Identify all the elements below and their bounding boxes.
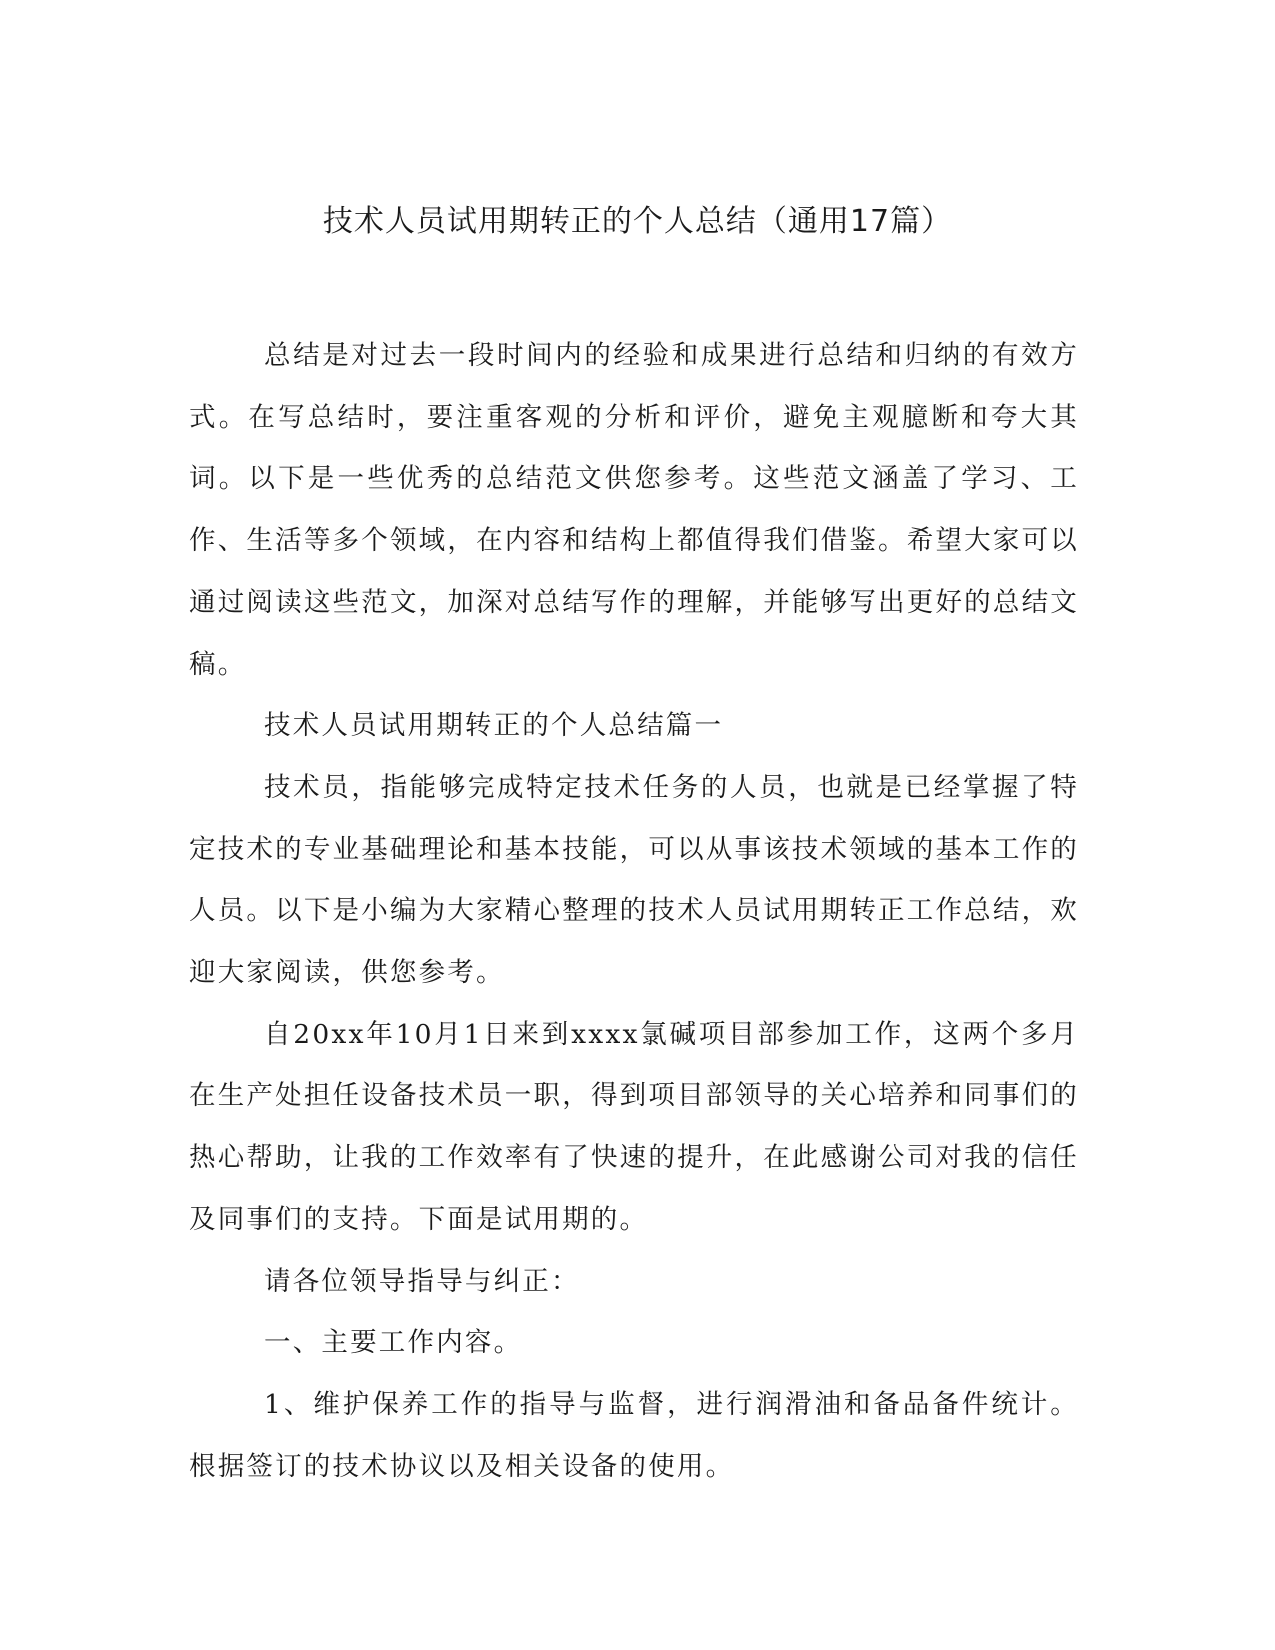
body-paragraph: 技术员，指能够完成特定技术任务的人员，也就是已经掌握了特定技术的专业基础理论和基本技能，可以从事该技术领域的基本工作的人员。以下是小编为大家精心整理的技术人员试用期转正工作总结，欢迎大家阅读，供您参考。 [189,771,1079,989]
document-title: 技术人员试用期转正的个人总结（通用17篇） [322,204,953,239]
body-paragraph: 1、维护保养工作的指导与监督，进行润滑油和备品备件统计。根据签订的技术协议以及相关设备的使用。 [189,1388,1079,1482]
body-paragraph: 请各位领导指导与纠正： [264,1265,580,1297]
document-body [189,325,1079,1497]
body-paragraph: 一、主要工作内容。 [264,1327,523,1359]
body-paragraph: 自20xx年10月1日来到xxxx氯碱项目部参加工作，这两个多月在生产处担任设备技术员一职，得到项目部领导的关心培养和同事们的热心帮助，让我的工作效率有了快速的提升，在此感谢公司对我的信任及同事们的支持。下面是试用期的。 [189,1018,1079,1235]
intro-paragraph: 总结是对过去一段时间内的经验和成果进行总结和归纳的有效方式。在写总结时，要注重客观的分析和评价，避免主观臆断和夸大其词。以下是一些优秀的总结范文供您参考。这些范文涵盖了学习、工作、生活等多个领域，在内容和结构上都值得我们借鉴。希望大家可以通过阅读这些范文，加深对总结写作的理解，并能够写出更好的总结文稿。 [189,340,1079,680]
section-heading: 技术人员试用期转正的个人总结篇一 [264,710,724,742]
